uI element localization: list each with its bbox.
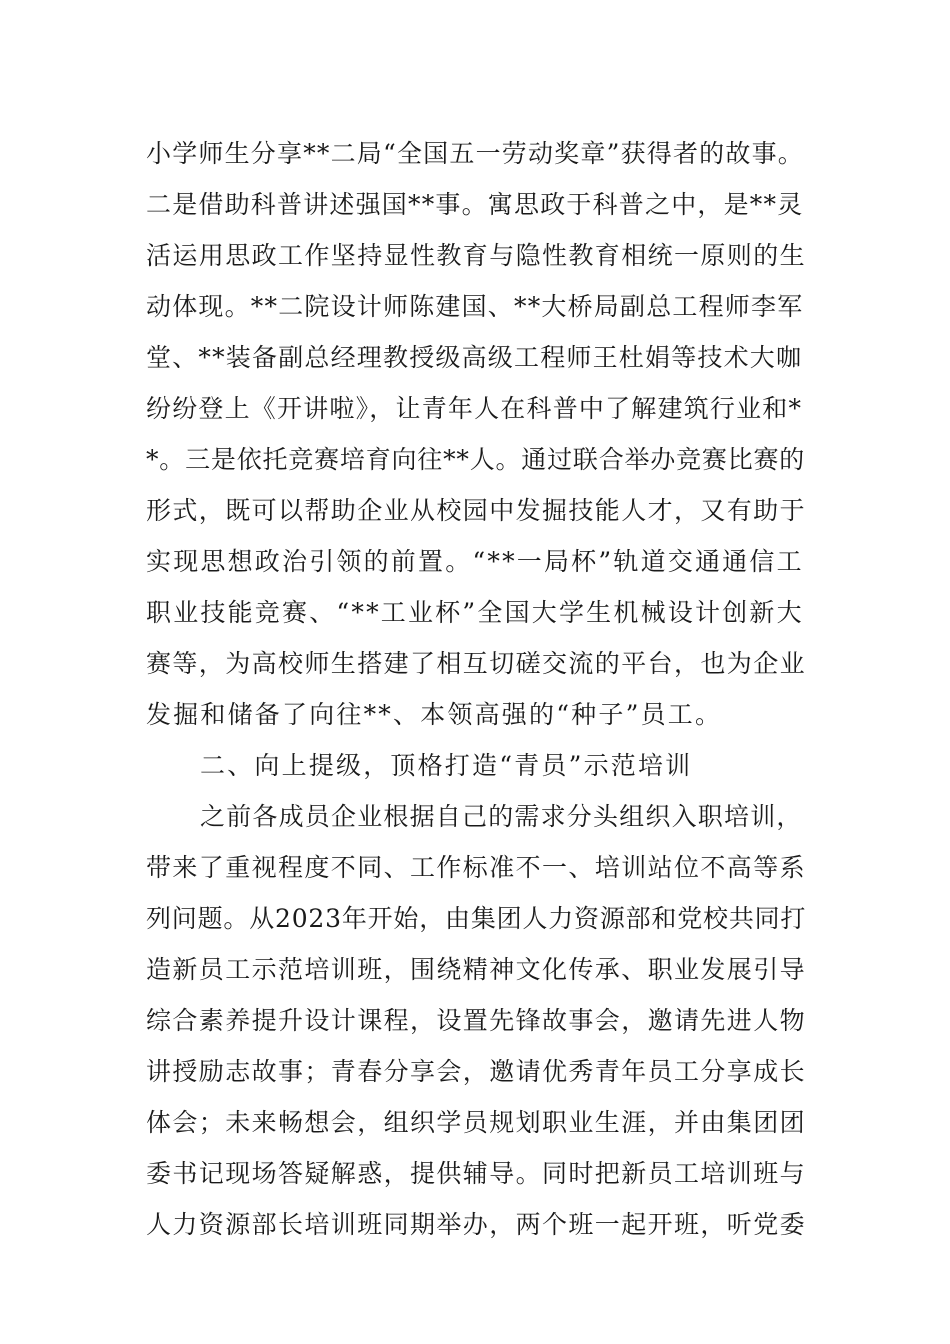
text-line: 人力资源部长培训班同期举办，两个班一起开班，听党委	[146, 1210, 807, 1239]
text-line: 小学师生分享**二局“全国五一劳动奖章”获得者的故事。	[146, 139, 804, 168]
text-line: 列问题。从2023年开始，由集团人力资源部和党校共同打	[146, 904, 807, 933]
text-line: 赛等，为高校师生搭建了相互切磋交流的平台，也为企业	[146, 649, 807, 678]
text-line: 纷纷登上《开讲啦》，让青年人在科普中了解建筑行业和*	[146, 394, 803, 423]
text-line: 之前各成员企业根据自己的需求分头组织入职培训，	[200, 802, 803, 831]
text-line: 发掘和储备了向往**、本领高强的“种子”员工。	[146, 700, 723, 729]
text-line: 二是借助科普讲述强国**事。寓思政于科普之中，是**灵	[146, 190, 804, 219]
text-line: 实现思想政治引领的前置。“**一局杯”轨道交通通信工	[146, 547, 804, 576]
text-line: 带来了重视程度不同、工作标准不一、培训站位不高等系	[146, 853, 807, 882]
text-line: 讲授励志故事；青春分享会，邀请优秀青年员工分享成长	[146, 1057, 807, 1086]
section-heading: 二、向上提级，顶格打造“青员”示范培训	[200, 751, 693, 780]
text-line: 综合素养提升设计课程，设置先锋故事会，邀请先进人物	[146, 1006, 807, 1035]
text-line: 动体现。**二院设计师陈建国、**大桥局副总工程师李军	[146, 292, 804, 321]
text-line: 造新员工示范培训班，围绕精神文化传承、职业发展引导	[146, 955, 807, 984]
text-line: 堂、**装备副总经理教授级高级工程师王杜娟等技术大咖	[146, 343, 803, 372]
text-line: 体会；未来畅想会，组织学员规划职业生涯，并由集团团	[146, 1108, 807, 1137]
text-line: *。三是依托竞赛培育向往**人。通过联合举办竞赛比赛的	[146, 445, 806, 474]
text-line: 活运用思政工作坚持显性教育与隐性教育相统一原则的生	[146, 241, 807, 270]
text-line: 职业技能竞赛、“**工业杯”全国大学生机械设计创新大	[146, 598, 804, 627]
text-line: 形式，既可以帮助企业从校园中发掘技能人才，又有助于	[146, 496, 807, 525]
text-line: 委书记现场答疑解惑，提供辅导。同时把新员工培训班与	[146, 1159, 807, 1188]
